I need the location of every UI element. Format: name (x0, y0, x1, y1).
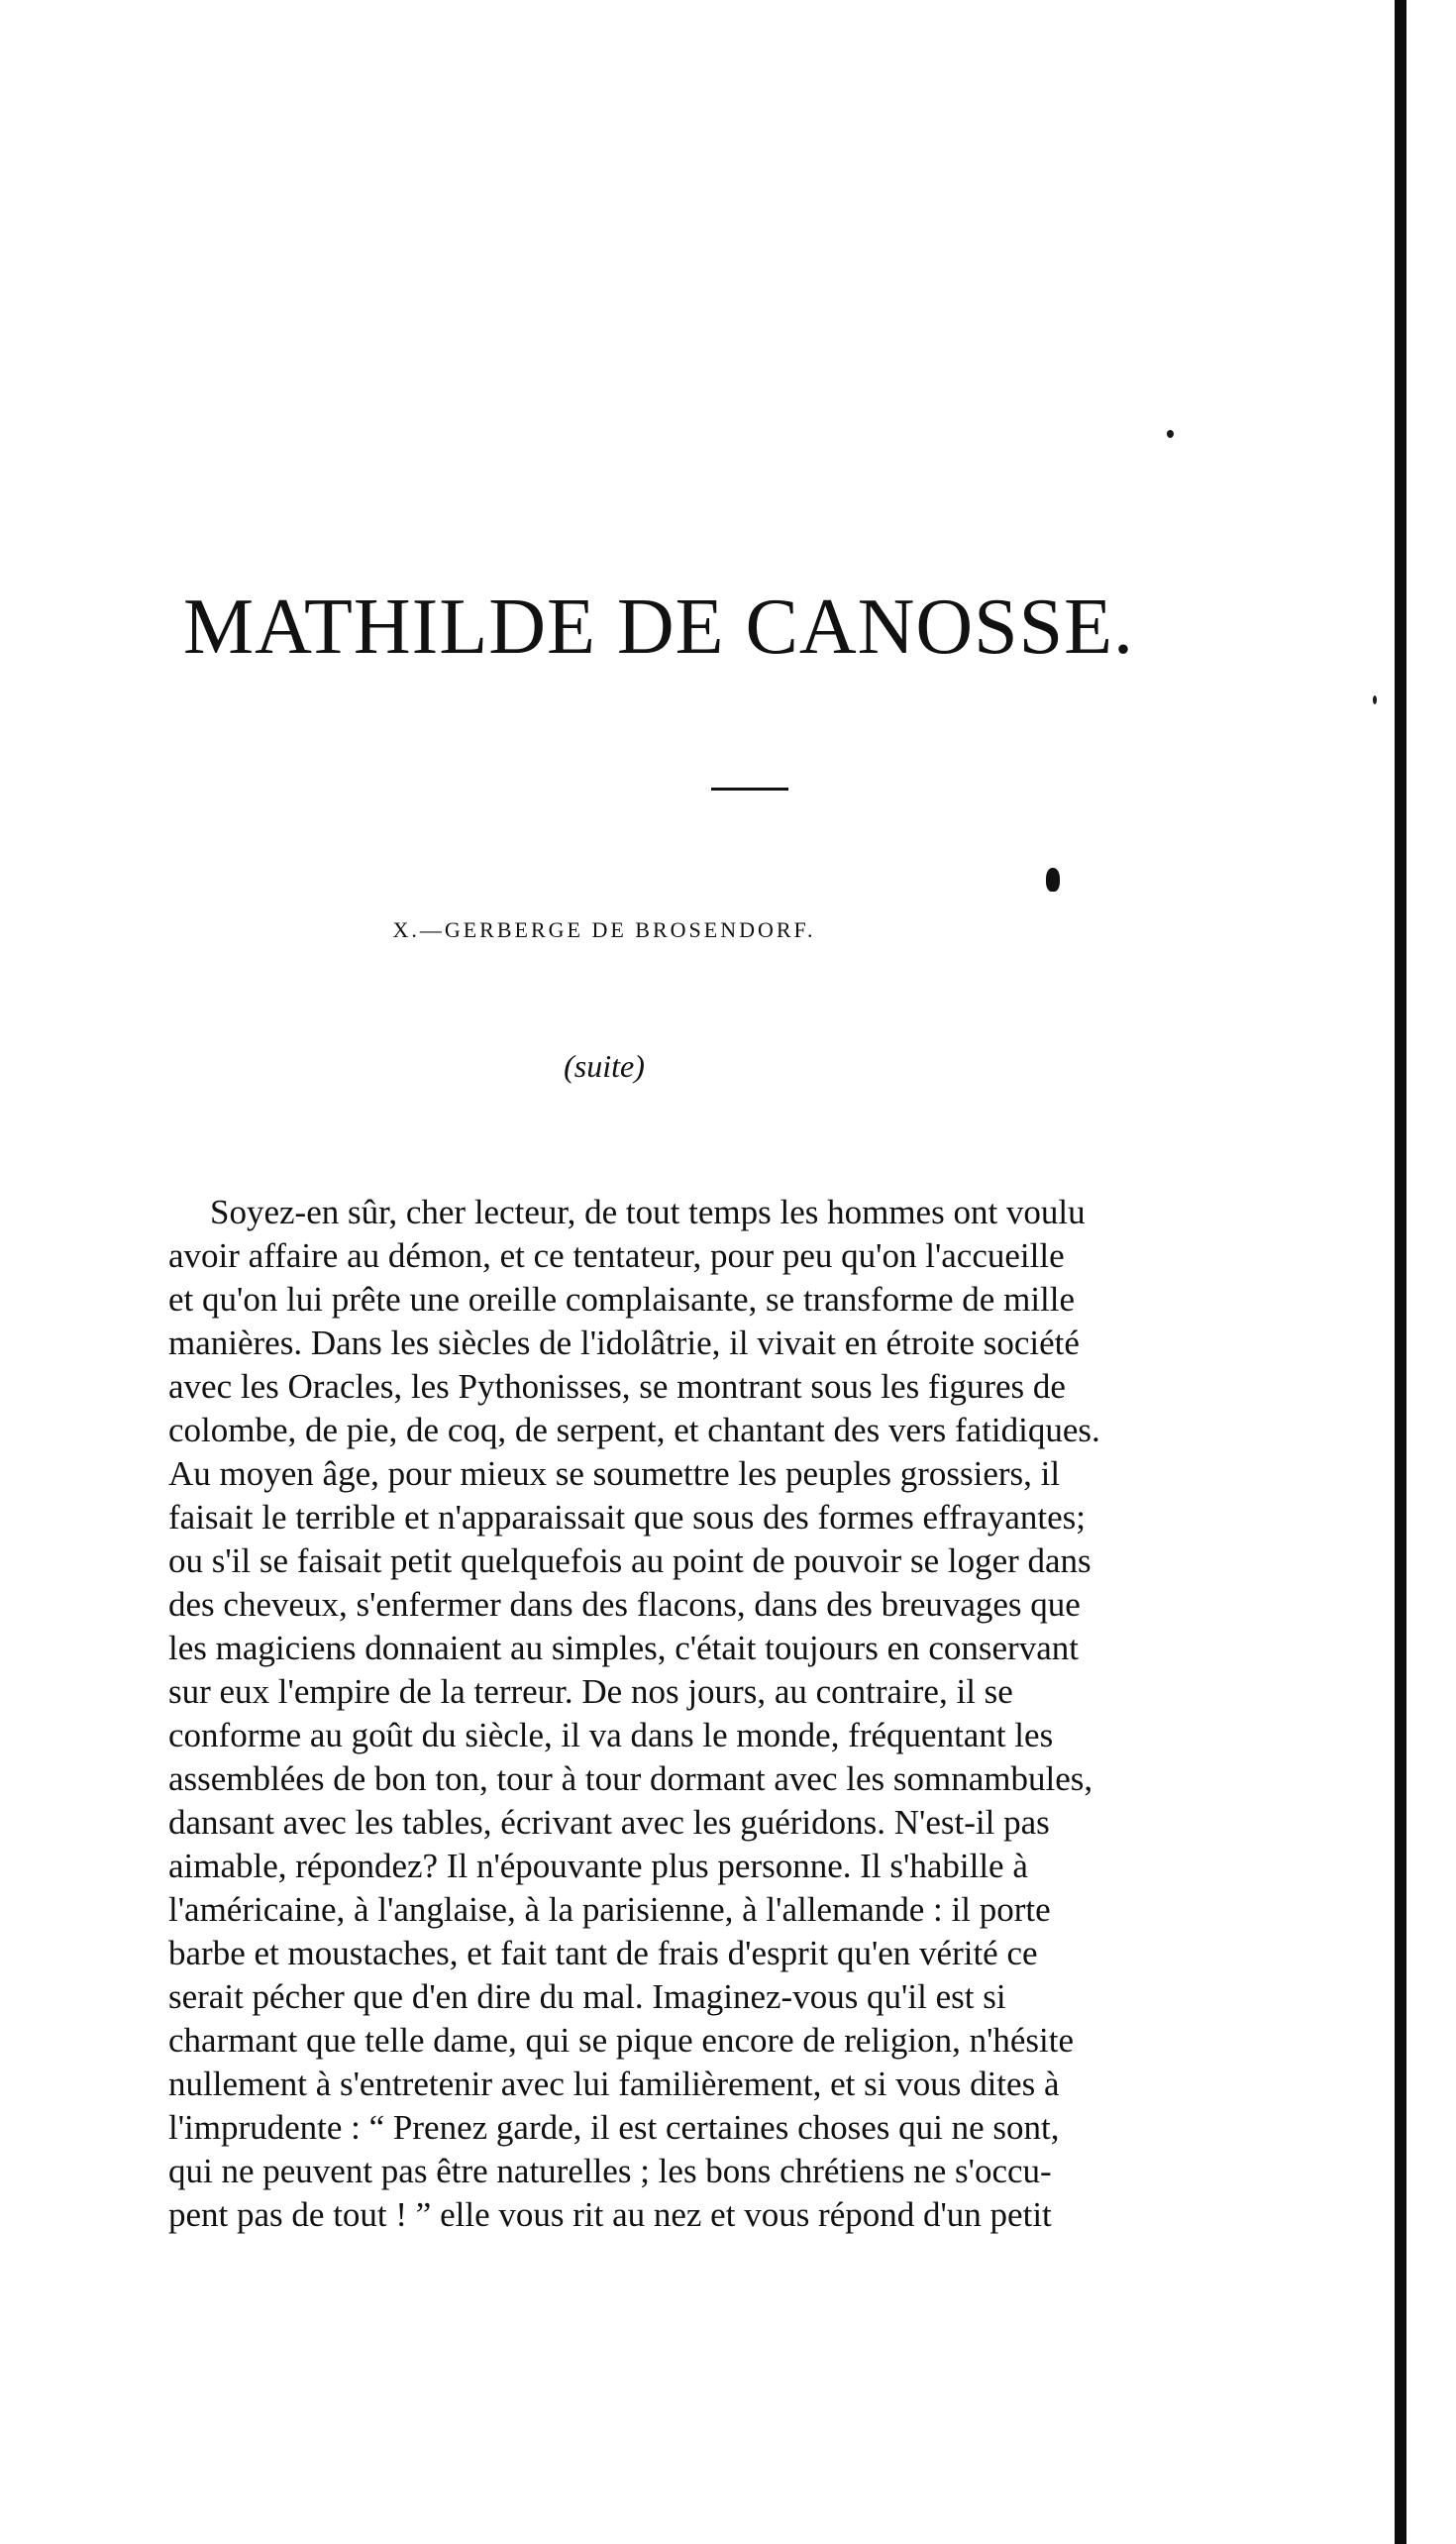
section-subtitle-text: (suite) (564, 1048, 645, 1084)
section-subtitle (0, 1048, 1456, 1085)
text-line: conforme au goût du siècle, il va dans le monde, fréquentant les (168, 1716, 1054, 1754)
text-line: aimable, répondez? Il n'épouvante plus personne. Il s'habille à (168, 1847, 1028, 1885)
scan-speck (1167, 430, 1174, 438)
text-line: l'imprudente : “ Prenez garde, il est certaines choses qui ne sont, (168, 2108, 1060, 2147)
text-line: Au moyen âge, pour mieux se soumettre les peuples grossiers, il (168, 1454, 1061, 1493)
text-line: sur eux l'empire de la terreur. De nos jours, au contraire, il se (168, 1672, 1013, 1711)
chapter-title: MATHILDE DE CANOSSE. (183, 583, 1134, 671)
title-divider-rule (711, 788, 788, 791)
text-line: et qu'on lui prête une oreille complaisante, se transforme de mille (168, 1280, 1076, 1319)
text-line: dansant avec les tables, écrivant avec les guéridons. N'est-il pas (168, 1803, 1050, 1842)
text-line: des cheveux, s'enfermer dans des flacons, dans des breuvages que (168, 1585, 1081, 1624)
text-line: les magiciens donnaient au simples, c'était toujours en conservant (168, 1629, 1079, 1667)
text-line: pent pas de tout ! ” elle vous rit au nez et vous répond d'un petit (168, 2195, 1052, 2234)
text-line: serait pécher que d'en dire du mal. Imaginez-vous qu'il est si (168, 1977, 1006, 2016)
scan-speck (1373, 695, 1377, 704)
text-line: manières. Dans les siècles de l'idolâtrie, il vivait en étroite société (168, 1324, 1080, 1362)
text-line: assemblées de bon ton, tour à tour dormant avec les somnambules, (168, 1759, 1093, 1798)
text-line: avec les Oracles, les Pythonisses, se montrant sous les figures de (168, 1367, 1066, 1406)
text-line: nullement à s'entretenir avec lui familièrement, et si vous dites à (168, 2065, 1060, 2103)
body-paragraph (168, 1191, 1329, 2237)
text-line: barbe et moustaches, et fait tant de frais d'esprit qu'en vérité ce (168, 1934, 1038, 1972)
text-line: faisait le terrible et n'apparaissait que sous des formes effrayantes; (168, 1498, 1087, 1537)
text-line: l'américaine, à l'anglaise, à la parisienne, à l'allemande : il porte (168, 1890, 1051, 1929)
text-line: ou s'il se faisait petit quelquefois au point de pouvoir se loger dans (168, 1541, 1092, 1580)
text-line: charmant que telle dame, qui se pique encore de religion, n'hésite (168, 2021, 1075, 2060)
section-heading (0, 917, 1456, 943)
page-gutter-edge (1395, 0, 1406, 2544)
ink-blot-mark (1046, 868, 1060, 892)
section-heading-text: X.—GERBERGE DE BROSENDORF. (392, 917, 816, 942)
text-line: Soyez-en sûr, cher lecteur, de tout temps les hommes ont voulu (210, 1193, 1086, 1231)
text-line: colombe, de pie, de coq, de serpent, et chantant des vers fatidiques. (168, 1411, 1100, 1449)
text-line: qui ne peuvent pas être naturelles ; les bons chrétiens ne s'occu- (168, 2152, 1052, 2190)
text-line: avoir affaire au démon, et ce tentateur, pour peu qu'on l'accueille (168, 1236, 1065, 1275)
